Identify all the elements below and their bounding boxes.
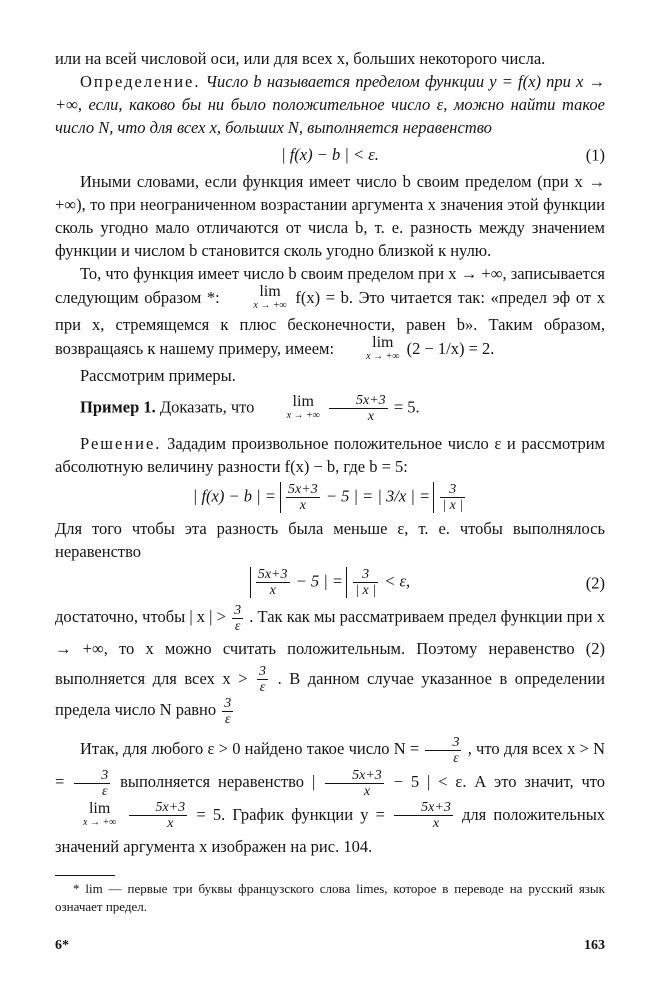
equation-1-number: (1) — [585, 145, 605, 164]
lim-label: lim — [259, 283, 281, 300]
example-1-label: Пример 1. — [80, 397, 156, 417]
sufficient-frac-2-den: ε — [259, 680, 266, 696]
conclusion-e: = 5. График функции y = — [196, 804, 385, 824]
conclusion-frac-4 — [129, 800, 188, 831]
equation-2-mid: − 5 | = — [295, 571, 344, 591]
equation-a-abs — [280, 482, 434, 513]
sufficient-frac-3-num: 3 — [224, 696, 232, 712]
limit-notation-2 — [341, 336, 399, 364]
equation-a-mid: − 5 | = | 3/x | = — [325, 486, 431, 506]
equation-1 — [55, 143, 605, 166]
notation-text-c: (2 − 1/x) = 2. — [406, 338, 495, 358]
equation-2-number: (2) — [585, 573, 605, 592]
equation-2-abs — [250, 567, 347, 598]
definition-text: Число b называется пределом функции y = f(x) при x → +∞, если, каково бы ни было положительное число ε, можно найти такое число N, что для всех x, больших N, выполняется неравенство — [55, 72, 605, 137]
conclusion-lim-label: lim — [88, 799, 111, 817]
example-1-lim-sub: x → +∞ — [286, 409, 320, 421]
equation-2-numerator: 5x+3 — [257, 567, 288, 582]
footnote: * lim — первые три буквы французского слова limes, которое в переводе на русский язык означает предел. — [55, 881, 605, 915]
paragraph-condition: Для того чтобы эта разность была меньше ε, т. е. чтобы выполнялось неравенство — [55, 519, 605, 561]
sufficient-frac-1-num: 3 — [234, 602, 242, 618]
equation-a-left: | f(x) − b | = — [192, 486, 276, 506]
equation-2-fraction — [256, 567, 290, 598]
sufficient-frac-1 — [232, 603, 243, 634]
example-1-denominator: x — [367, 409, 374, 424]
equation-2-denominator: x — [269, 583, 276, 598]
paragraph-intro: или на всей числовой оси, или для всех x, больших некоторого числа. — [55, 49, 546, 68]
lim-label-2: lim — [372, 334, 394, 351]
lim-sub-2: x → +∞ — [366, 351, 400, 362]
equation-a-denominator: x — [299, 498, 306, 513]
equation-1-body: | f(x) − b | < ε. — [281, 145, 379, 164]
equation-a-fraction — [286, 482, 320, 513]
equation-2-right: < ε, — [384, 571, 411, 591]
example-1 — [55, 393, 605, 424]
paragraph-sufficient — [55, 602, 605, 727]
paragraph-conclusion — [55, 733, 605, 863]
sufficient-b: . Так как мы рассматриваем предел функции при x → +∞, то x можно считать положительным. Поэтому неравенство (2) выполняется для всех x > — [55, 607, 605, 688]
conclusion-d: − 5 | < ε. А это значит, что — [393, 771, 606, 791]
paragraph-notation — [55, 262, 605, 364]
conclusion-frac-1-num: 3 — [425, 735, 461, 751]
example-1-text: Доказать, что — [159, 397, 255, 417]
example-1-lim-label: lim — [292, 392, 314, 410]
page-number: 163 — [584, 938, 605, 953]
conclusion-frac-5-num: 5x+3 — [394, 800, 453, 816]
notation-text-a: То, что функция имеет число b своим пределом при x → +∞, записывается следующим образом *: — [55, 264, 605, 307]
notation-text-b: f(x) = b. Это читается так: «предел эф от x при x, стремящемся к плюс бесконечности, равен b». Таким образом, возвращаясь к нашему примеру, имеем: — [55, 287, 606, 358]
footer-signature: 6* — [55, 938, 69, 953]
equation-a-result-den: | x | — [442, 498, 464, 513]
conclusion-frac-1 — [425, 735, 461, 766]
conclusion-frac-4-den: x — [167, 816, 174, 832]
footnote-divider — [55, 875, 115, 876]
conclusion-frac-2-num: 3 — [74, 768, 110, 784]
equation-a — [55, 482, 605, 513]
conclusion-lim-sub: x → +∞ — [83, 816, 117, 828]
conclusion-frac-5-den: x — [432, 816, 440, 832]
example-1-lim — [262, 392, 320, 423]
conclusion-frac-5 — [394, 800, 453, 831]
conclusion-b: , что для всех x > N = — [55, 739, 606, 791]
lim-sub: x → +∞ — [253, 300, 287, 311]
sufficient-frac-2 — [257, 664, 268, 695]
sufficient-c: . В данном случае указанное в определении предела число N равно — [55, 668, 606, 720]
paragraph-solution — [55, 432, 605, 478]
example-1-fraction — [329, 393, 388, 424]
limit-notation — [228, 285, 286, 313]
conclusion-frac-4-num: 5x+3 — [129, 800, 188, 816]
conclusion-c: выполняется неравенство | — [120, 771, 316, 791]
page-footer — [55, 934, 605, 957]
equation-2 — [55, 567, 605, 598]
page-body — [55, 47, 605, 916]
conclusion-a: Итак, для любого ε > 0 найдено такое число N = — [80, 739, 420, 759]
conclusion-frac-2 — [74, 768, 110, 799]
equation-a-numerator: 5x+3 — [288, 482, 318, 497]
sufficient-frac-1-den: ε — [234, 618, 241, 634]
equation-a-result-num: 3 — [440, 482, 465, 498]
equation-a-result — [440, 482, 465, 513]
conclusion-frac-3-den: x — [363, 783, 371, 799]
example-1-end: = 5. — [393, 397, 420, 417]
paragraph-examples: Рассмотрим примеры. — [80, 366, 236, 385]
solution-text: Зададим произвольное положительное число ε и рассмотрим абсолютную величину разности f(x) − b, где b = 5: — [55, 434, 605, 476]
paragraph-explanation: Иными словами, если функция имеет число b своим пределом (при x → +∞), то при неограниченном возрастании аргумента x значения этой функции сколь угодно мало отличаются от числа b, т. е. разность между значением функции и числом b становится сколь угодно близкой к нулю. — [55, 172, 605, 260]
sufficient-a: достаточно, чтобы | x | > — [55, 607, 226, 626]
sufficient-frac-3-den: ε — [225, 712, 231, 728]
equation-2-result-num: 3 — [353, 567, 378, 583]
sufficient-frac-3 — [222, 696, 233, 727]
paragraph-definition — [55, 70, 605, 139]
conclusion-f: для положительных значений аргумента x изображен на рис. 104. — [55, 804, 606, 857]
conclusion-frac-1-den: ε — [453, 750, 459, 766]
equation-2-result — [353, 567, 378, 598]
definition-label: Определение. — [80, 72, 201, 91]
example-1-numerator: 5x+3 — [329, 393, 388, 409]
conclusion-frac-3 — [325, 768, 384, 799]
conclusion-lim — [58, 799, 117, 830]
conclusion-frac-2-den: ε — [101, 783, 108, 799]
conclusion-frac-3-num: 5x+3 — [325, 768, 384, 784]
equation-2-result-den: | x | — [355, 583, 377, 598]
sufficient-frac-2-num: 3 — [259, 664, 267, 680]
solution-label: Решение. — [80, 434, 162, 453]
